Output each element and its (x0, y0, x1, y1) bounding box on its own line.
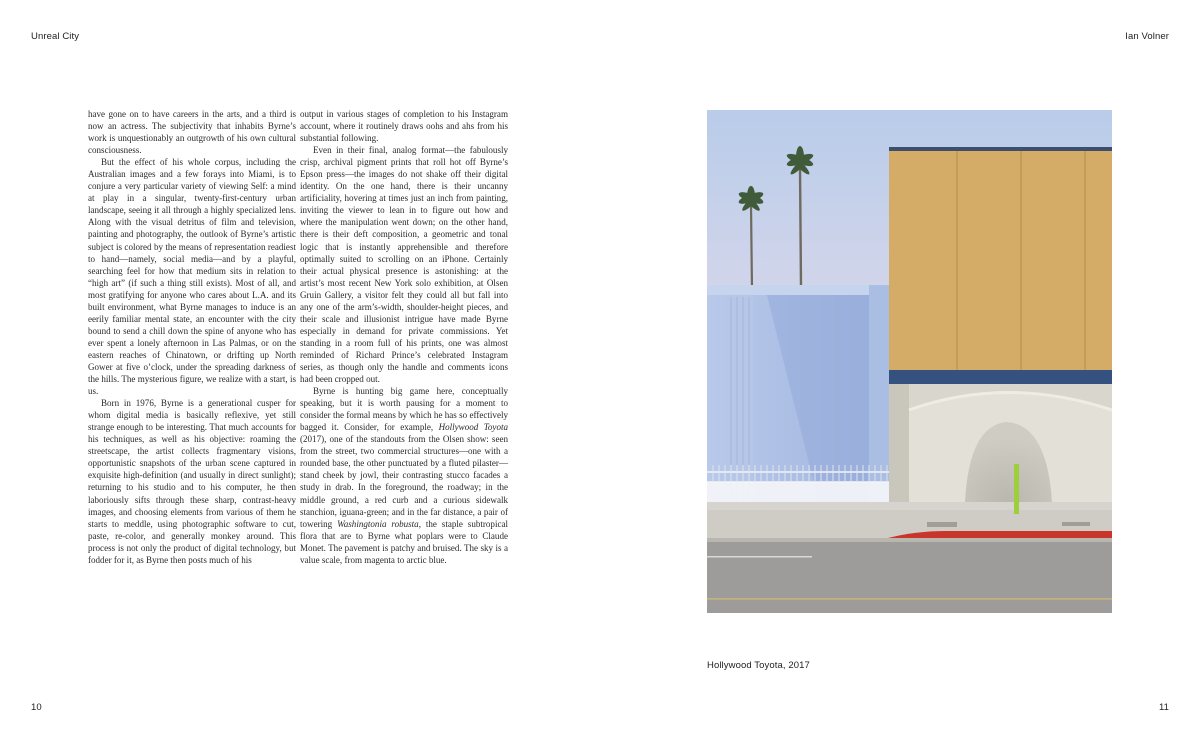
ochre-building (889, 147, 1112, 502)
text-column-2 (300, 108, 508, 566)
text-run: Byrne is hunting big game here, conceptually speaking, but it is worth pausing for a moment to consider the formal means by which he has so effectively bagged it. Consider, for example, (300, 386, 508, 433)
roadway (707, 542, 1112, 613)
artwork-title: Hollywood Toyota (438, 422, 509, 433)
species-name: Washingtonia robusta (337, 518, 419, 529)
page-number-right: 11 (1158, 702, 1169, 713)
text-run: (2017), one of the standouts from the Olsen show: seen from the street, two commercial structures—one with a rounded base, the other punctuated by a fluted pilaster—stand cheek by jowl, their contrasting stucco facades a study in drab. In the foreground, the roadway; in the middle ground, a red curb and a curious sidewalk stanchion, iguana-green; and in the far distance, a pair of towering (300, 434, 508, 529)
photo-illustration (707, 110, 1112, 613)
paragraph: output in various stages of completion to his Instagram account, where it routinely draws oohs and ahs from his substantial following. (300, 109, 508, 144)
paragraph: Born in 1976, Byrne is a generational cusper for whom digital media is basically reflexive, yet still strange enough to be interesting. That much accounts for his techniques, as well as his objective: roaming the streetscape, the artist collects fragmentary visions, opportunistic snapshots of the urban scene captured in exquisite high-definition (and usually in direct sunlight); returning to his studio and to his computer, he then laboriously sifts through these sharp, contrast-heavy images, and choosing elements from various of them he starts to meddle, using photographic software to cut, paste, re-color, and generally monkey around. This process is not only the product of digital technology, but fodder for it, as Byrne then posts much of his (88, 398, 296, 565)
running-head-left: Unreal City (31, 31, 80, 42)
running-head-right: Ian Volner (1125, 31, 1169, 42)
page-number-left: 10 (31, 702, 42, 713)
text-run: , the staple subtropical flora that are to Byrne what poplars were to Claude Monet. The pavement is patchy and bruised. The sky is a value scale, from magenta to arctic blue. (300, 518, 508, 565)
artwork-photo (707, 110, 1112, 613)
paragraph: have gone on to have careers in the arts, and a third is now an actress. The subjectivity that inhabits Byrne’s work is unquestionably an outgrowth of his own cultural consciousness. (88, 109, 296, 156)
paragraph: But the effect of his whole corpus, including the Australian images and a few forays into Miami, is to conjure a very particular variety of viewing Self: a mind at play in a singular, twenty-first-century urban landscape, seeing it all through a highly specialized lens. Along with the visual detritus of film and television, painting and photography, the outlook of Byrne’s artistic subject is colored by the means of representation readiest to hand—namely, social media—and by a playful, searching feel for how that medium sits in relation to “high art” (if such a thing still exists). Most of all, and most gratifying for anyone who cares about L.A. and its built environment, what Byrne manages to induce is an eerily familiar mental state, an encounter with the city bound to send a chill down the spine of anyone who has ever spent a lonely afternoon in Las Palmas, or on the eastern reaches of Chinatown, or drifting up North Gower at five o’clock, under the spreading darkness of the hills. The mysterious figure, we realize with a start, is us. (88, 157, 296, 397)
stanchion (1014, 464, 1019, 514)
paragraph: Even in their final, analog format—the fabulously crisp, archival pigment prints that roll hot off Byrne’s Epson press—the images do not shake off their digital identity. On the one hand, there is their uncanny artificiality, hovering at times just an inch from painting, inviting the viewer to lean in to figure out how and where the manipulation went down; on the other hand, there is their deft composition, a geometric and tonal logic that is instantly apprehensible and therefore optimally suited to scrolling on an iPhone. Certainly their actual physical presence is astonishing: at the artist’s most recent New York solo exhibition, at Olsen Gruin Gallery, a visitor felt they could all but fall into any one of the arm’s-width, shoulder-height pieces, and their scale and illusionist intrigue have made Byrne especially in demand for private commissions. Yet standing in a room full of his prints, one was almost reminded of Richard Prince’s celebrated Instagram series, as though only the handle and comments icons had been cropped out. (300, 145, 508, 385)
text-column-1 (88, 108, 296, 566)
paragraph (300, 385, 508, 566)
photo-caption: Hollywood Toyota, 2017 (707, 660, 810, 671)
